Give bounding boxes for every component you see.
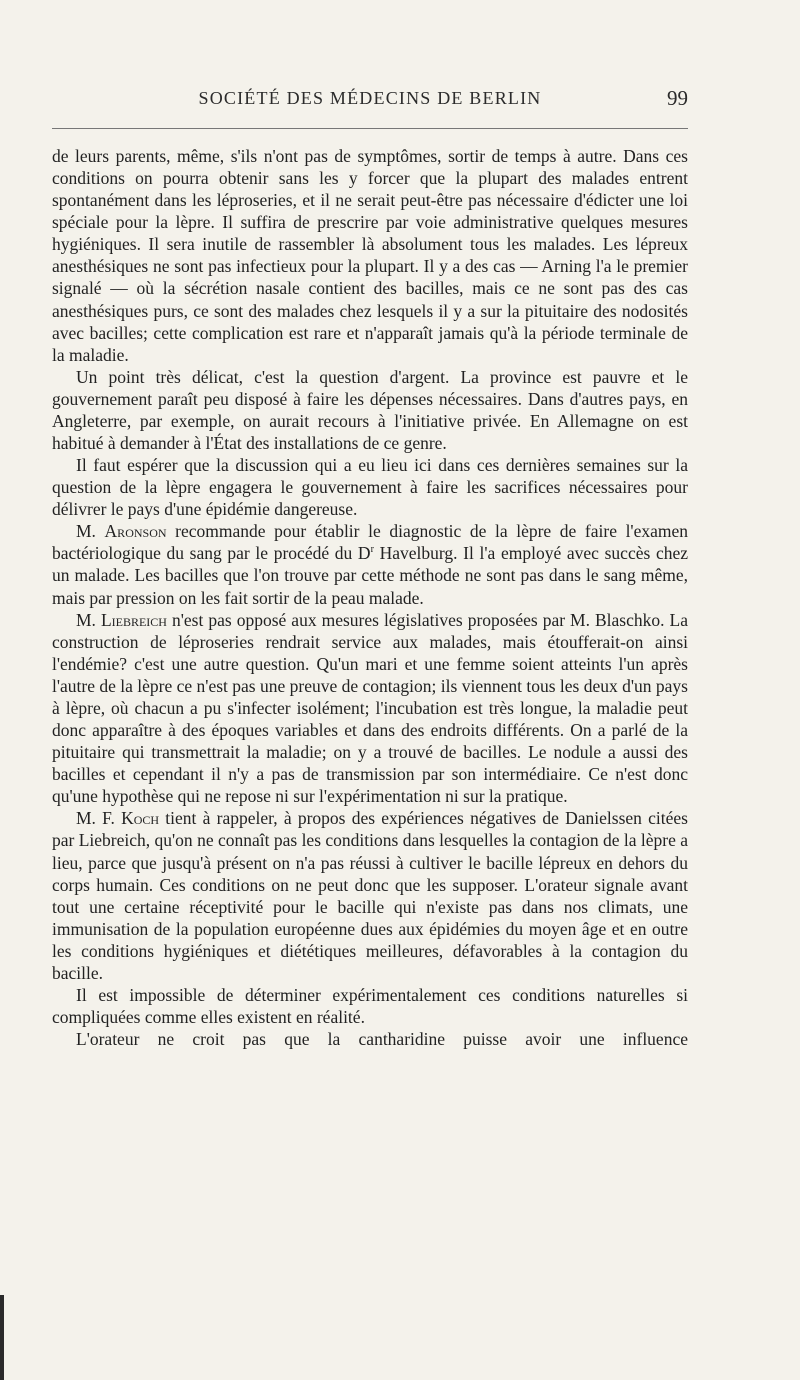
page-header xyxy=(52,88,688,114)
running-title: SOCIÉTÉ DES MÉDECINS DE BERLIN xyxy=(198,88,542,108)
paragraph-text: Un point très délicat, c'est la question d'argent. La province est pauvre et le gouvernement paraît peu disposé à faire les dépenses nécessaires. Dans d'autres pays, en Angleterre, par exemple, on aurait recours à l'initiative privée. En Allemagne on est habitué à demander à l'État des installations de ce genre. xyxy=(52,366,688,454)
page-number: 99 xyxy=(667,86,688,110)
speaker-prefix: M. F. xyxy=(76,808,122,829)
paragraph xyxy=(52,145,688,366)
page-edge-mark xyxy=(0,1295,4,1380)
paragraph xyxy=(52,520,688,608)
paragraph-text: recommande pour établir le diagnostic de la lèpre de faire l'examen bactériologique du sang par le procédé du D xyxy=(52,521,689,564)
paragraph-text: n'est pas opposé aux mesures législatives proposées par M. Blaschko. La construction de léproseries rendrait service aux malades, mais étoufferait-on ainsi l'endémie? c'est une autre question. Qu'un mari et une femme soient atteints l'un après l'autre de la lèpre ce n'est pas une preuve de contagion; ils viennent tous les deux d'un pays à lèpre, où chacun a pu s'infecter isolément; l'incubation est très longue, la maladie peut donc apparaître à des époques variables et dans des endroits différents. On a parlé de la pituitaire qui transmettrait la maladie; on y a trouvé de bacilles. Le nodule a aussi des bacilles et cependant il n'y a pas de transmission par son intermédiaire. Ce n'est donc qu'une hypothèse qui ne repose ni sur l'expérimentation ni sur la pratique. xyxy=(52,609,688,807)
header-rule xyxy=(52,128,688,129)
paragraph-text: Il est impossible de déterminer expérimentalement ces conditions naturelles si compliquées comme elles existent en réalité. xyxy=(52,984,688,1028)
superscript: r xyxy=(370,544,374,556)
paragraph-text: tient à rappeler, à propos des expériences négatives de Danielssen citées par Liebreich, qu'on ne connaît pas les conditions dans lesquelles la contagion de la lèpre a lieu, parce que jusqu'à présent on n'a pas réussi à cultiver le bacille lépreux en dehors du corps humain. Ces conditions on ne peut donc que les supposer. L'orateur signale avant tout une certaine réceptivité pour le bacille qui n'existe pas dans nos climats, une immunisation de la population européenne dues aux épidémies du moyen âge et en outre les conditions hygiéniques et diététiques meilleures, défavorables à la contagion du bacille. xyxy=(52,808,688,983)
speaker-name: Liebreich xyxy=(100,609,167,630)
speaker-name: Koch xyxy=(121,808,160,829)
paragraph-text: Il faut espérer que la discussion qui a eu lieu ici dans ces dernières semaines sur la question de la lèpre engagera le gouvernement à faire les sacrifices nécessaires pour délivrer le pays d'une épidémie dangereuse. xyxy=(52,455,688,520)
paragraph-text: L'orateur ne croit pas que la cantharidine puisse avoir une influence xyxy=(76,1029,688,1050)
paragraph xyxy=(52,807,688,984)
body-text xyxy=(52,145,688,1050)
paragraph-text: de leurs parents, même, s'ils n'ont pas de symptômes, sortir de temps à autre. Dans ces conditions on pourra obtenir sans les y forcer que la plupart des malades entrent spontanément dans les léproseries, et il ne serait peut-être pas nécessaire d'édicter une loi spéciale pour la lèpre. Il suffira de prescrire par voie administrative quelques mesures hygiéniques. Il sera inutile de rassembler là absolument tous les malades. Les lépreux anesthésiques ne sont pas infectieux pour la plupart. Il y a des cas — Arning l'a le premier signalé — où la sécrétion nasale contient des bacilles, mais ce ne sont pas des cas anesthésiques purs, ce sont des malades chez lesquels il y a sur la pituitaire des nodosités avec bacilles; cette complication est rare et n'apparaît jamais qu'à la période terminale de la maladie. xyxy=(52,146,688,365)
paragraph xyxy=(52,609,688,808)
paragraph xyxy=(52,454,688,520)
paragraph xyxy=(52,1028,688,1050)
speaker-prefix: M. xyxy=(76,521,105,542)
speaker-prefix: M. xyxy=(76,609,101,630)
paragraph-text: Havelburg. Il l'a employé avec succès chez un malade. Les bacilles que l'on trouve par cette méthode ne sont pas dans le sang même, mais par pression on les fait sortir de la peau malade. xyxy=(52,543,688,608)
paragraph xyxy=(52,984,688,1028)
paragraph xyxy=(52,366,688,454)
speaker-name: Aronson xyxy=(104,521,167,542)
